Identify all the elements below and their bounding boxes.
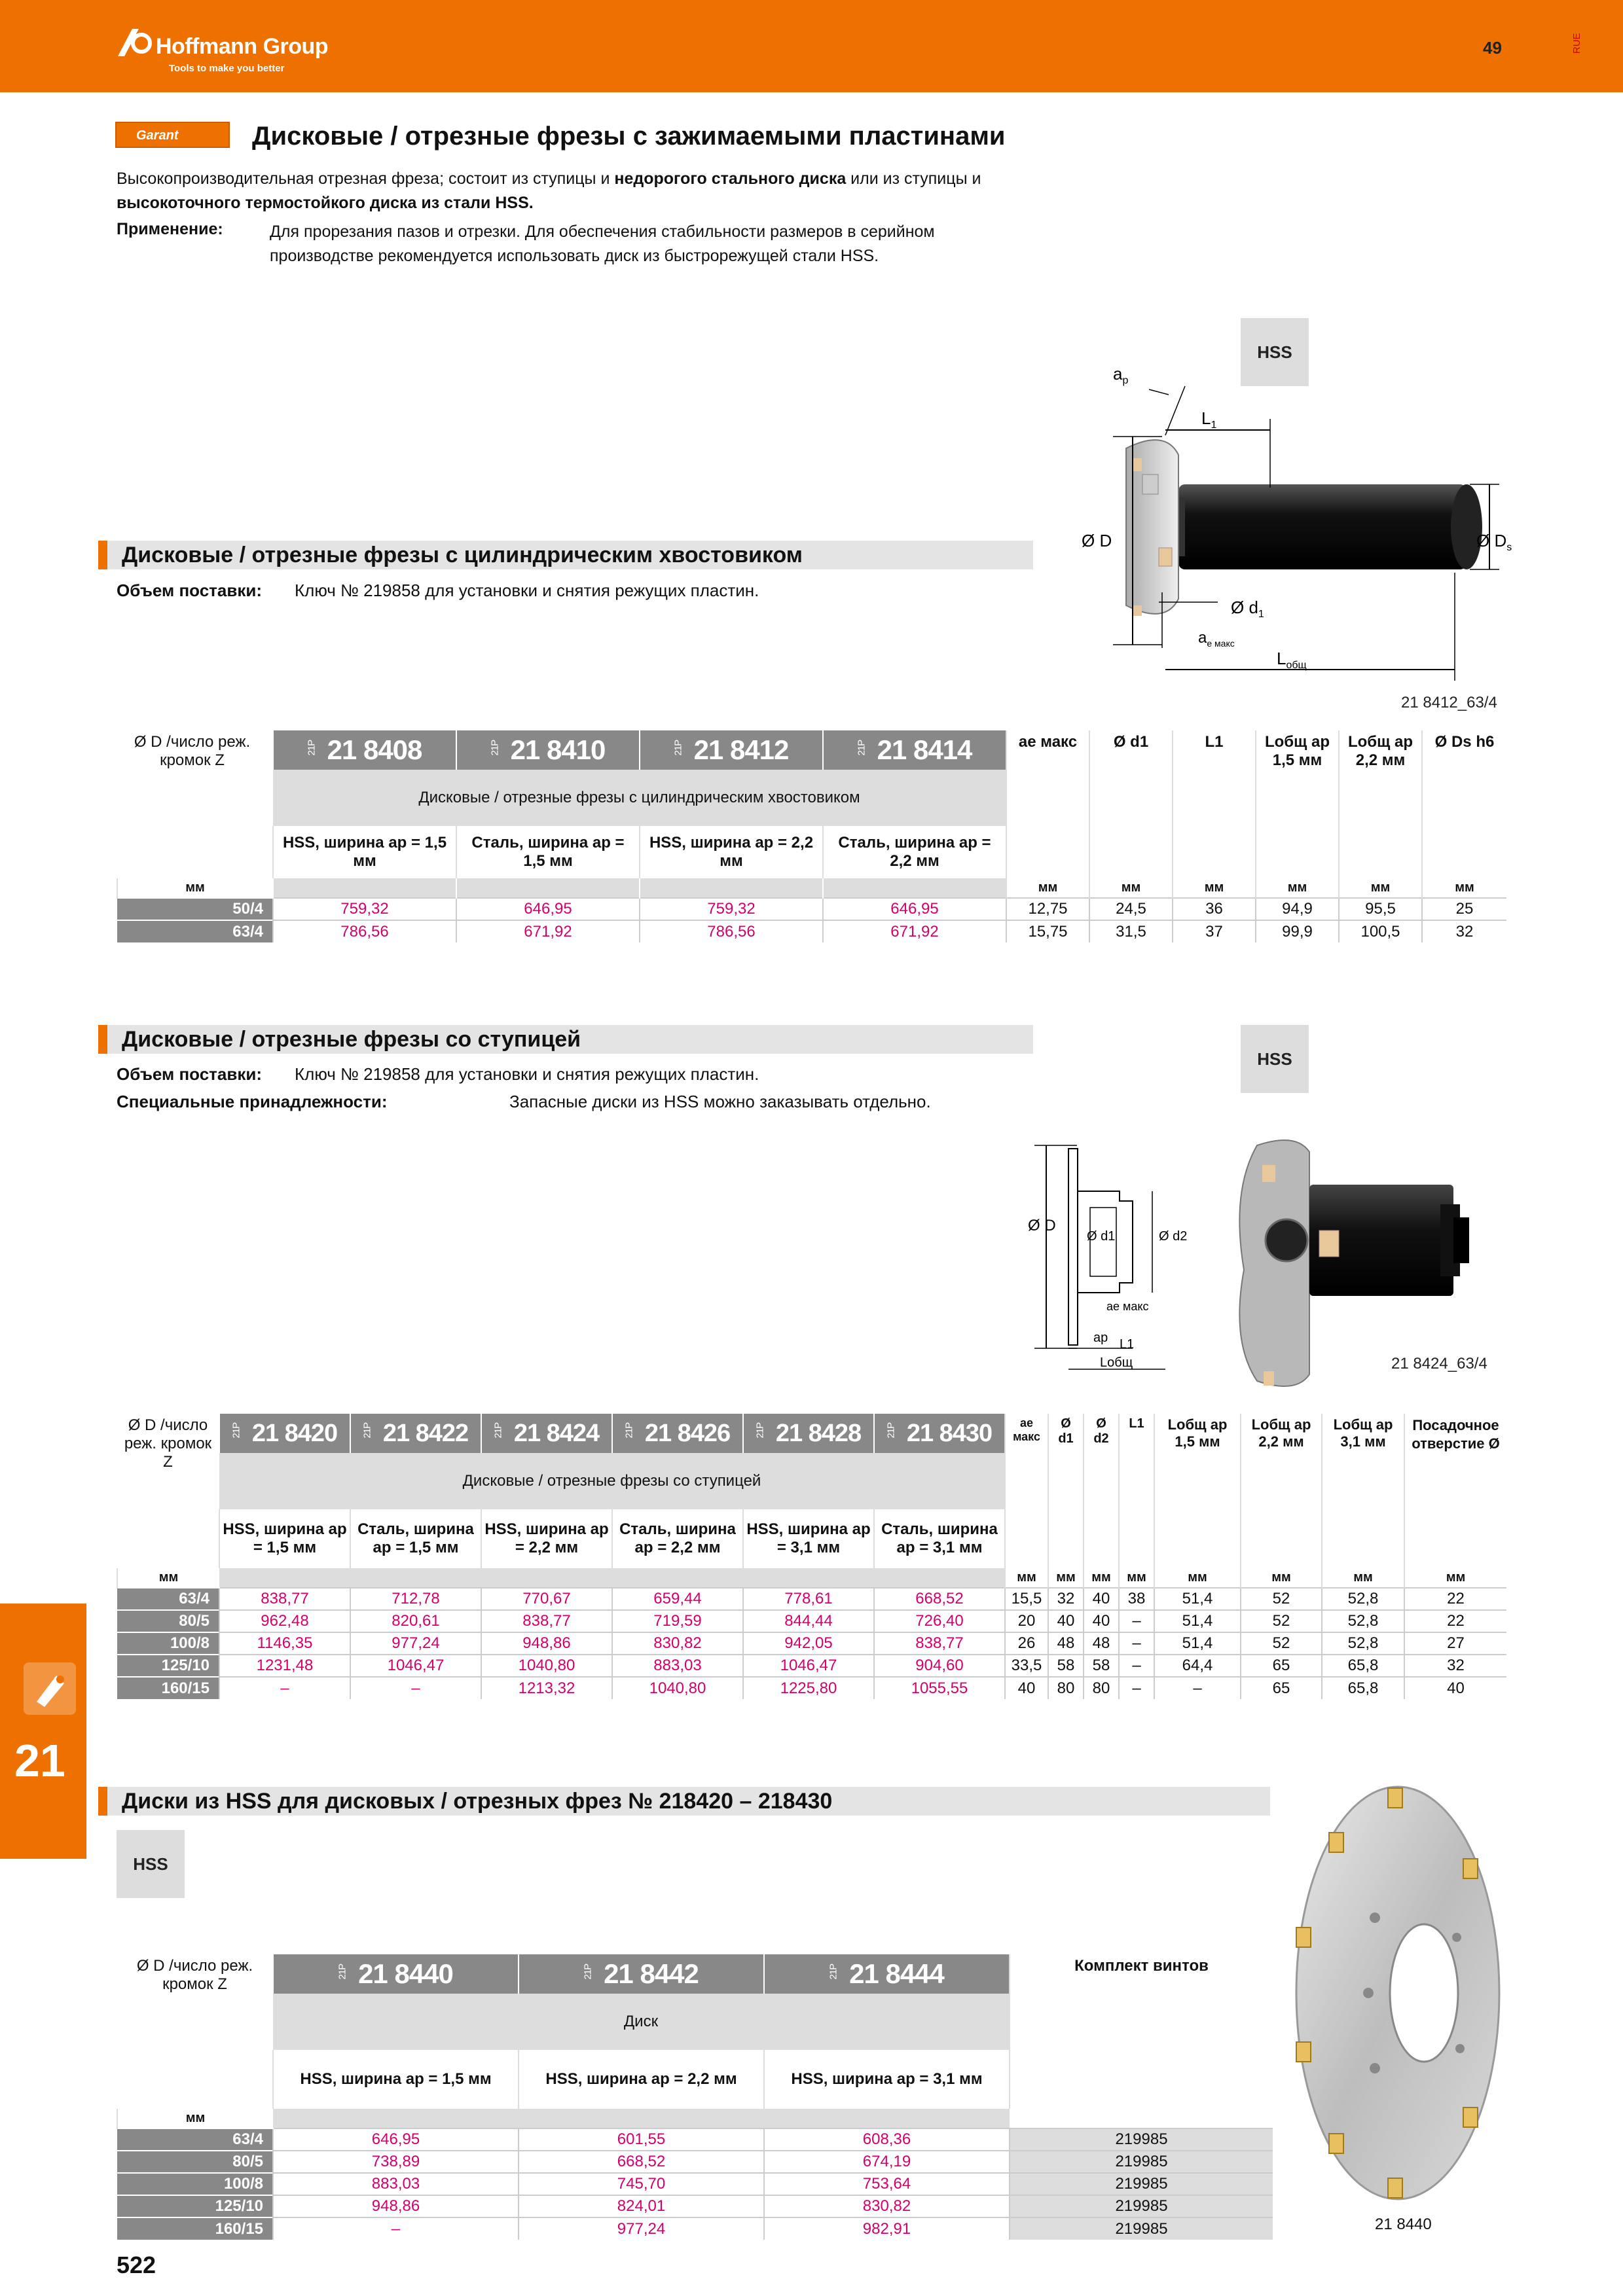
dim-head: L1 [1173,730,1256,878]
dim-head: L1 [1119,1414,1154,1568]
article-218444: 21P 21 8444 [764,1954,1010,1994]
column-subheader: HSS, ширина ap = 1,5 мм [273,826,456,878]
supply-text: Ключ № 219858 для установки и снятия режущих пластин. [295,581,759,600]
article-218424: 21P 21 8424 [481,1414,612,1453]
l1-label: L1 [1120,1337,1135,1352]
table-description: Дисковые / отрезные фрезы с цилиндрическим хвостовиком [273,770,1006,826]
d1-label: Ø $d_1$ [1231,598,1264,620]
hoffmann-logo-icon [115,25,153,59]
article-218428: 21P 21 8428 [743,1414,874,1453]
shank-diameter-label: Ø $D_s$ [1476,531,1512,553]
table-description: Дисковые / отрезные фрезы со ступицей [219,1453,1005,1509]
drawing-code: 21 8424_63/4 [1391,1355,1487,1372]
application-label: Применение: [117,220,223,238]
table-row: 125/10 948,86 824,01 830,82 219985 [117,2195,1273,2217]
ltot-label: $L_{общ}$ [1277,649,1307,671]
dim-head: ae макс [1006,730,1089,878]
screw-set-head: Комплект винтов [1010,1954,1273,2109]
section-discs-title: Диски из HSS для дисковых / отрезных фрез № 218420 – 218430 [98,1787,1270,1816]
diameter-label: Ø D [1082,531,1112,550]
table-row: 50/4 759,32 646,95 759,32 646,95 12,75 24,5 36 94,9 95,5 25 [117,898,1506,920]
column-subheader: HSS, ширина ap = 2,2 мм [481,1509,612,1568]
corner-label: Ø D /число реж. кромок Z [134,733,251,769]
column-subheader: HSS, ширина ap = 2,2 мм [519,2050,764,2109]
unit-label: мм [117,2109,273,2128]
article-218430: 21P 21 8430 [874,1414,1005,1453]
cutting-tool-icon [24,1662,76,1715]
dim-head: Ø d1 [1089,730,1173,878]
dim-head: Lобщ ap 3,1 мм [1322,1414,1404,1568]
column-subheader: HSS, ширина ap = 3,1 мм [764,2050,1010,2109]
disc-table [117,1954,1273,2240]
table-description: Диск [273,1994,1010,2050]
garant-logo: Garant [115,122,230,148]
dim-head: Lобщ ap 2,2 мм [1241,1414,1322,1568]
article-218414: 21P 21 8414 [823,730,1006,770]
article-218426: 21P 21 8426 [612,1414,743,1453]
article-218422: 21P 21 8422 [350,1414,481,1453]
column-subheader: HSS, ширина ap = 1,5 мм [219,1509,350,1568]
table-row: 63/4 646,95 601,55 608,36 219985 [117,2128,1273,2151]
accessories-text: Запасные диски из HSS можно заказывать отдельно. [509,1092,931,1111]
shank-cutter-drawing [1048,357,1512,691]
unit-label: мм [117,1568,219,1588]
language-tag: RUE [1571,33,1582,54]
shank-cutter-table: Ø D /число реж. кромок Z 21P 21 8408 21P 21 8410 21P 21 8412 21P 21 8414 ae макс Ø d1 L1 Lобщ ap 1,5 мм Lобщ ap 2,2 мм Ø Ds h6 Дисковые / отрезные фрезы с цилиндрическим хвостовиком HSS, ширина ap = 1,5 мм Сталь, ширина ap = 1,5 мм HSS, ширина ap = 2,2 мм Сталь, ширина ap = 2,2 мм мм мм мм мм мм мм мм 50/4 759,32 646,95 759,32 646,95 12,75 24,5 36 94,9 95,5 25 63/4 786,56 671,92 786,56 671,92 15,75 31,5 37 99,9 100,5 32 [117,730,1506,942]
dim-head: Ø d1 [1048,1414,1084,1568]
column-subheader: Сталь, ширина ap = 1,5 мм [456,826,640,878]
table-row: 80/5 738,89 668,52 674,19 219985 [117,2151,1273,2173]
diameter-label: Ø D [1028,1217,1056,1234]
column-subheader: Сталь, ширина ap = 1,5 мм [350,1509,481,1568]
ae-label: ae макс [1106,1300,1149,1313]
d1-label: Ø d1 [1087,1229,1116,1244]
table-row: 63/4 838,77 712,78 770,67 659,44 778,61 668,52 15,5 32 40 38 51,4 52 52,8 22 [117,1588,1506,1610]
dim-head: Посадочное отверстие Ø [1404,1414,1506,1568]
supply-label: Объем поставки: [117,581,263,600]
article-218408: 21P 21 8408 [273,730,456,770]
table-row: 125/10 1231,48 1046,47 1040,80 883,03 1046,47 904,60 33,5 58 58 – 64,4 65 65,8 32 [117,1655,1506,1677]
table-row: 100/8 883,03 745,70 753,64 219985 [117,2173,1273,2195]
hss-disc-image [1290,1780,1506,2206]
dim-head: Ø Ds h6 [1422,730,1506,878]
table-row: 80/5 962,48 820,61 838,77 719,59 844,44 726,40 20 40 40 – 51,4 52 52,8 22 [117,1610,1506,1632]
dim-head: Ø d2 [1084,1414,1119,1568]
dim-head: Lобщ ap 1,5 мм [1154,1414,1241,1568]
table-row: 160/15 – – 1213,32 1040,80 1225,80 1055,55 40 80 80 – – 65 65,8 40 [117,1677,1506,1699]
dim-head: Lобщ ap 1,5 мм [1256,730,1339,878]
column-subheader: HSS, ширина ap = 3,1 мм [743,1509,874,1568]
article-218420: 21P 21 8420 [219,1414,350,1453]
chapter-number: 21 [14,1735,65,1786]
column-subheader: HSS, ширина ap = 2,2 мм [640,826,823,878]
brand-name: Hoffmann Group [156,34,329,59]
article-218410: 21P 21 8410 [456,730,640,770]
article-218412: 21P 21 8412 [640,730,823,770]
disc-image-code: 21 8440 [1375,2215,1432,2233]
supply-text: Ключ № 219858 для установки и снятия режущих пластин. [295,1064,759,1084]
application-text: Для прорезания пазов и отрезки. Для обеспечения стабильности размеров в серийном производстве рекомендуется использовать диск из быстрорежущей стали HSS. [270,223,935,265]
unit-label: мм [117,878,273,898]
page-number: 49 [1483,38,1502,58]
drawing-code: 21 8412_63/4 [1401,694,1497,711]
hss-badge: HSS [117,1830,185,1898]
page-title: Дисковые / отрезные фрезы с зажимаемыми пластинами [252,122,1006,151]
footer-page-number: 522 [117,2251,156,2278]
section-shank-title: Дисковые / отрезные фрезы с цилиндрическим хвостовиком [98,541,1033,569]
column-subheader: HSS, ширина ap = 1,5 мм [273,2050,519,2109]
hss-badge: HSS [1241,318,1309,386]
supply-label: Объем поставки: [117,1064,263,1084]
table-row: 160/15 – 977,24 982,91 219985 [117,2217,1273,2240]
article-218440: 21P 21 8440 [273,1954,519,1994]
corner-label: Ø D /число реж. кромок Z [136,1957,253,1993]
section-hub-title: Дисковые / отрезные фрезы со ступицей [98,1025,1033,1054]
table-row: 100/8 1146,35 977,24 948,86 830,82 942,05 838,77 26 48 48 – 51,4 52 52,8 27 [117,1632,1506,1655]
column-subheader: Сталь, ширина ap = 2,2 мм [612,1509,743,1568]
table-row: 63/4 786,56 671,92 786,56 671,92 15,75 31,5 37 99,9 100,5 32 [117,920,1506,942]
corner-label: Ø D /число реж. кромок Z [124,1416,212,1471]
intro-text: Высокопроизводительная отрезная фреза; состоит из ступицы и недорогого стального диска или из ступицы и высокоточного термостойкого диска из стали HSS. [117,170,981,212]
hss-badge: HSS [1241,1025,1309,1093]
brand-tagline: Tools to make you better [169,63,285,74]
ltot-label: Lобщ [1100,1355,1133,1370]
l1-label: $L_1$ [1201,408,1217,431]
ae-label: $a_{e макс}$ [1198,629,1235,649]
hub-cutter-table: Ø D /число реж. кромок Z 21P 21 8420 21P 21 8422 21P 21 8424 21P 21 8426 21P 21 8428 21P 21 8430 ae макс Ø d1 Ø d2 L1 Lобщ ap 1,5 мм Lобщ ap 2,2 мм Lобщ ap 3,1 мм Посадочное отверстие Ø Дисковые / отрезные фрезы со ступицей HSS, ширина ap = 1,5 мм Сталь, ширина ap = 1,5 мм HSS, ширина ap = 2,2 мм Сталь, ширина ap = 2,2 мм HSS, ширина ap = 3,1 мм Сталь, ширина ap = 3,1 мм мм мм мм мм мм мм мм мм мм 63/4 838,77 712,78 770,67 659,44 778,61 668,52 15,5 32 40 38 51,4 52 52,8 22 80/5 962,48 820,61 838,77 719,59 844,44 726,40 20 40 40 – 51,4 52 52,8 22 100/8 1146,35 977,24 948,86 830,82 942,05 838,77 26 48 48 – 51,4 52 52,8 27 125/10 1231,48 1046,47 1040,80 883,03 1046,47 904,60 33,5 58 58 – 64,4 65 65,8 32 160/15 – – 1213,32 1040,80 1225,80 1055,55 40 80 80 – – 65 65,8 40 [117,1414,1506,1699]
chapter-tab [0,1604,86,1859]
column-subheader: Сталь, ширина ap = 3,1 мм [874,1509,1005,1568]
ap-label: $a_p$ [1113,364,1129,386]
d2-label: Ø d2 [1159,1229,1188,1244]
article-218442: 21P 21 8442 [519,1954,764,1994]
dim-head: ae макс [1005,1414,1048,1568]
ap-label: ap [1093,1331,1108,1345]
column-subheader: Сталь, ширина ap = 2,2 мм [823,826,1006,878]
dim-head: Lобщ ap 2,2 мм [1339,730,1422,878]
accessories-label: Специальные принадлежности: [117,1092,388,1111]
